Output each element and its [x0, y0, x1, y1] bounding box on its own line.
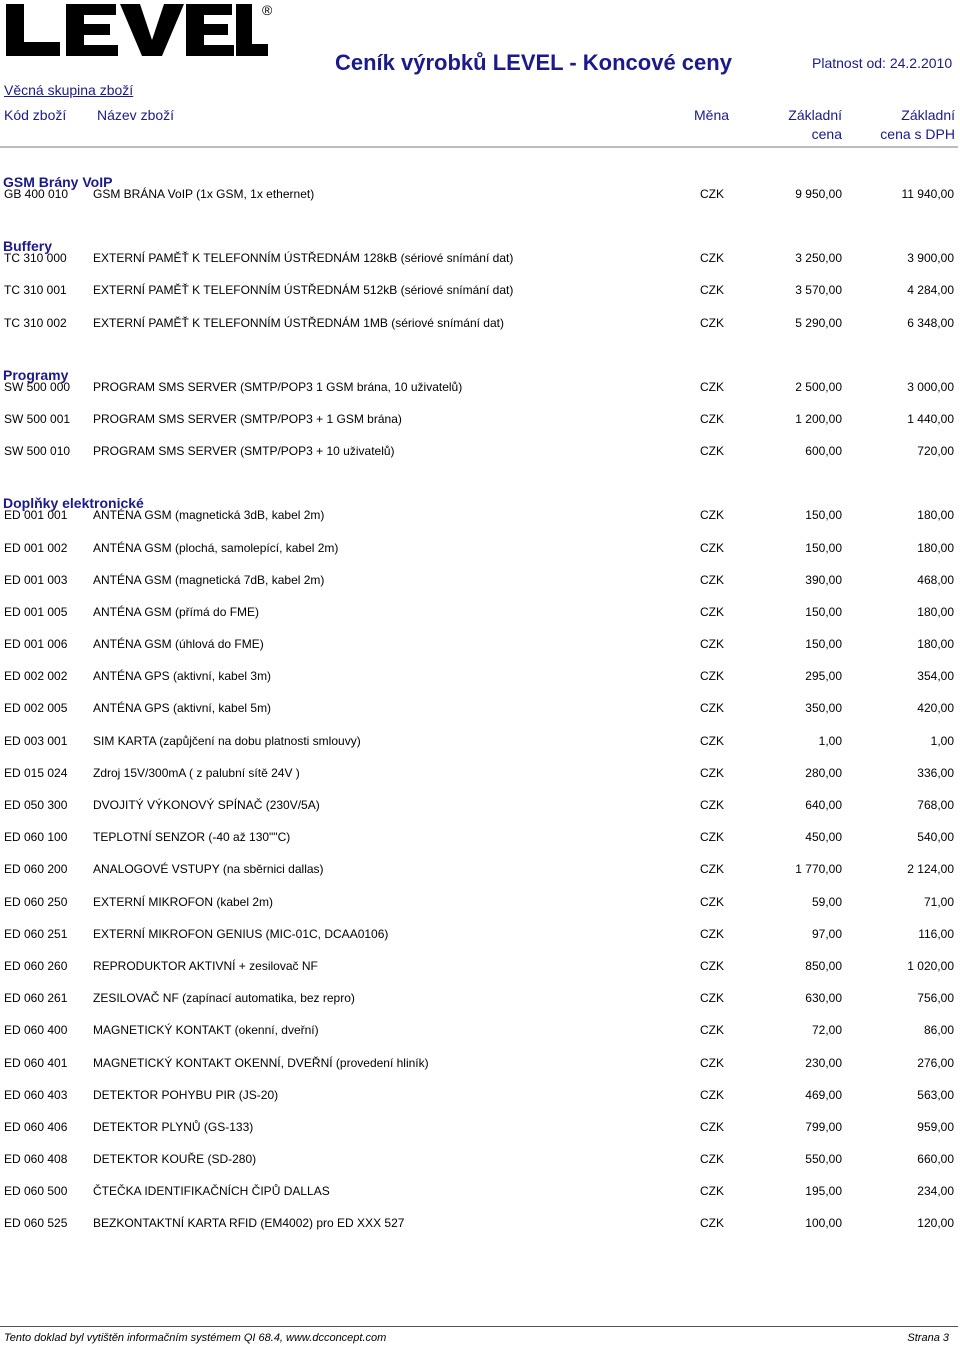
item-base-price: 550,00	[805, 1152, 842, 1167]
item-currency: CZK	[700, 315, 724, 330]
item-code: ED 060 525	[4, 1216, 68, 1231]
table-row	[0, 952, 960, 984]
item-currency: CZK	[700, 637, 724, 652]
category-header	[0, 212, 960, 255]
item-name: DETEKTOR KOUŘE (SD-280)	[93, 1152, 257, 1167]
item-code: ED 060 250	[4, 894, 68, 909]
column-header-base-price-line1: Základní	[788, 107, 842, 123]
item-base-price: 600,00	[805, 444, 842, 459]
category-section	[0, 469, 960, 1241]
item-currency: CZK	[700, 283, 724, 298]
column-header-price-vat-line1: Základní	[901, 107, 955, 123]
item-code: ED 060 500	[4, 1184, 68, 1199]
item-name: TEPLOTNÍ SENZOR (-40 až 130""C)	[93, 830, 291, 845]
item-base-price: 3 250,00	[795, 251, 842, 266]
item-base-price: 640,00	[805, 798, 842, 812]
item-base-price: 799,00	[805, 1119, 842, 1134]
item-price-vat: 180,00	[917, 637, 954, 652]
item-base-price: 280,00	[805, 765, 842, 780]
item-base-price: 350,00	[805, 701, 842, 716]
item-price-vat: 86,00	[923, 1023, 954, 1038]
item-name: PROGRAM SMS SERVER (SMTP/POP3 + 10 uživatelů)	[93, 444, 395, 459]
item-name: SIM KARTA (zapůjčení na dobu platnosti smlouvy)	[93, 733, 361, 748]
document-title: Ceník výrobků LEVEL - Koncové ceny	[335, 50, 732, 75]
item-currency: CZK	[700, 1087, 724, 1102]
validity-date: Platnost od: 24.2.2010	[812, 55, 953, 71]
item-base-price: 59,00	[811, 894, 842, 909]
item-code: ED 060 200	[4, 862, 68, 877]
item-base-price: 850,00	[805, 958, 842, 973]
item-code: ED 001 006	[4, 637, 68, 652]
item-base-price: 72,00	[811, 1023, 842, 1038]
item-base-price: 469,00	[805, 1087, 842, 1102]
item-price-vat: 3 000,00	[907, 379, 954, 394]
item-base-price: 390,00	[805, 572, 842, 587]
group-heading: Věcná skupina zboží	[4, 82, 134, 98]
item-price-vat: 354,00	[917, 669, 954, 684]
item-code: ED 001 005	[4, 604, 68, 619]
column-header-code: Kód zboží	[4, 107, 67, 123]
item-currency: CZK	[700, 604, 724, 619]
table-row	[0, 1016, 960, 1048]
item-code: ED 060 400	[4, 1023, 68, 1038]
table-row	[0, 1081, 960, 1113]
item-currency: CZK	[700, 379, 724, 394]
table-row	[0, 309, 960, 341]
item-code: ED 060 100	[4, 830, 68, 845]
page-header	[0, 0, 960, 148]
item-base-price: 150,00	[805, 508, 842, 523]
column-header-base-price	[780, 106, 842, 144]
category-header	[0, 341, 960, 383]
item-code: ED 060 401	[4, 1055, 68, 1070]
category-header	[0, 148, 960, 190]
item-name: EXTERNÍ PAMĚŤ K TELEFONNÍM ÚSTŘEDNÁM 1MB (sériové snímání dat)	[93, 315, 504, 330]
footer-note: Tento doklad byl vytištěn informačním systémem QI 68.4, www.dcconcept.com	[4, 1332, 387, 1344]
item-code: ED 002 005	[4, 701, 68, 716]
item-currency: CZK	[700, 669, 724, 684]
item-code: ED 060 251	[4, 926, 68, 941]
item-code: ED 001 002	[4, 540, 68, 555]
item-currency: CZK	[700, 444, 724, 459]
item-code: ED 060 408	[4, 1152, 68, 1167]
table-row	[0, 888, 960, 920]
item-currency: CZK	[700, 798, 724, 812]
item-name: DVOJITÝ VÝKONOVÝ SPÍNAČ (230V/5A)	[93, 798, 320, 812]
item-currency: CZK	[700, 411, 724, 426]
item-name: EXTERNÍ MIKROFON GENIUS (MIC-01C, DCAA0106)	[93, 926, 389, 941]
item-currency: CZK	[700, 1119, 724, 1134]
item-base-price: 195,00	[805, 1184, 842, 1199]
category-section	[0, 148, 960, 212]
item-name: PROGRAM SMS SERVER (SMTP/POP3 + 1 GSM brána)	[93, 411, 402, 426]
item-price-vat: 756,00	[917, 991, 954, 1006]
column-header-price-vat	[840, 106, 955, 144]
category-title: Buffery	[3, 238, 53, 255]
category-title: GSM Brány VoIP	[3, 174, 113, 190]
item-price-vat: 1,00	[930, 733, 954, 748]
item-price-vat: 4 284,00	[907, 283, 954, 298]
item-name: PROGRAM SMS SERVER (SMTP/POP3 1 GSM brána, 10 uživatelů)	[93, 379, 463, 394]
item-name: DETEKTOR PLYNŮ (GS-133)	[93, 1119, 254, 1134]
item-base-price: 9 950,00	[795, 187, 842, 201]
item-name: EXTERNÍ MIKROFON (kabel 2m)	[93, 894, 274, 909]
item-name: ANTÉNA GPS (aktivní, kabel 5m)	[93, 701, 272, 716]
level-logo-mark	[6, 4, 268, 56]
category-section	[0, 212, 960, 341]
table-row	[0, 405, 960, 437]
table-row	[0, 1145, 960, 1177]
table-row	[0, 598, 960, 630]
item-name: MAGNETICKÝ KONTAKT OKENNÍ, DVEŘNÍ (provedení hliník)	[93, 1055, 429, 1070]
item-price-vat: 180,00	[917, 604, 954, 619]
table-row	[0, 727, 960, 759]
item-currency: CZK	[700, 572, 724, 587]
table-row	[0, 984, 960, 1016]
item-code: TC 310 001	[4, 283, 67, 298]
item-currency: CZK	[700, 540, 724, 555]
item-currency: CZK	[700, 1216, 724, 1231]
footer-divider	[0, 1326, 958, 1327]
item-name: ANTÉNA GSM (magnetická 3dB, kabel 2m)	[93, 508, 325, 523]
item-name: ZESILOVAČ NF (zapínací automatika, bez repro)	[93, 991, 355, 1006]
column-header-currency: Měna	[694, 107, 730, 123]
item-base-price: 3 570,00	[795, 283, 842, 298]
table-row	[0, 759, 960, 791]
item-currency: CZK	[700, 701, 724, 716]
item-name: ANTÉNA GSM (úhlová do FME)	[93, 637, 264, 652]
table-row	[0, 276, 960, 308]
item-price-vat: 660,00	[917, 1152, 954, 1167]
table-row	[0, 662, 960, 694]
table-row	[0, 437, 960, 469]
item-code: SW 500 010	[4, 444, 71, 459]
table-row	[0, 1049, 960, 1081]
item-base-price: 1 770,00	[795, 862, 842, 877]
item-name: DETEKTOR POHYBU PIR (JS-20)	[93, 1087, 279, 1102]
item-code: TC 310 002	[4, 315, 67, 330]
price-list	[0, 148, 960, 1242]
column-header-name: Název zboží	[97, 107, 175, 123]
item-name: ČTEČKA IDENTIFIKAČNÍCH ČIPŮ DALLAS	[93, 1184, 330, 1199]
item-currency: CZK	[700, 958, 724, 973]
item-price-vat: 336,00	[917, 765, 954, 780]
item-price-vat: 468,00	[917, 572, 954, 587]
item-price-vat: 2 124,00	[907, 862, 954, 877]
item-currency: CZK	[700, 991, 724, 1006]
item-code: ED 002 002	[4, 669, 68, 684]
table-row	[0, 373, 960, 405]
item-base-price: 1 200,00	[795, 411, 842, 426]
item-price-vat: 180,00	[917, 540, 954, 555]
item-code: TC 310 000	[4, 251, 67, 266]
item-code: GB 400 010	[4, 187, 69, 201]
category-title: Programy	[3, 366, 69, 383]
item-price-vat: 11 940,00	[901, 187, 954, 201]
item-currency: CZK	[700, 926, 724, 941]
table-row	[0, 791, 960, 823]
table-row	[0, 855, 960, 887]
item-base-price: 630,00	[805, 991, 842, 1006]
item-code: ED 060 260	[4, 958, 68, 973]
item-code: ED 001 001	[4, 508, 68, 523]
table-row	[0, 630, 960, 662]
item-currency: CZK	[700, 251, 724, 266]
table-row	[0, 501, 960, 533]
table-row	[0, 1113, 960, 1145]
item-price-vat: 563,00	[917, 1087, 954, 1102]
item-code: ED 001 003	[4, 572, 68, 587]
item-price-vat: 234,00	[917, 1184, 954, 1199]
item-currency: CZK	[700, 1152, 724, 1167]
item-currency: CZK	[700, 733, 724, 748]
category-title: Doplňky elektronické	[3, 495, 144, 512]
item-name: BEZKONTAKTNÍ KARTA RFID (EM4002) pro ED XXX 527	[93, 1216, 405, 1231]
table-row	[0, 534, 960, 566]
table-row	[0, 1177, 960, 1209]
item-base-price: 5 290,00	[795, 315, 842, 330]
item-name: MAGNETICKÝ KONTAKT (okenní, dveřní)	[93, 1023, 319, 1038]
item-name: ANTÉNA GSM (přímá do FME)	[93, 604, 260, 619]
item-name: ANALOGOVÉ VSTUPY (na sběrnici dallas)	[93, 862, 324, 877]
page-number: Strana 3	[907, 1332, 949, 1344]
item-base-price: 150,00	[805, 637, 842, 652]
item-code: ED 060 406	[4, 1119, 68, 1134]
item-code: SW 500 001	[4, 411, 71, 426]
registered-mark: ®	[262, 2, 273, 18]
item-base-price: 150,00	[805, 540, 842, 555]
table-row	[0, 1209, 960, 1241]
item-price-vat: 116,00	[918, 926, 954, 941]
table-row	[0, 180, 960, 212]
item-price-vat: 540,00	[917, 830, 954, 845]
item-name: EXTERNÍ PAMĚŤ K TELEFONNÍM ÚSTŘEDNÁM 128kB (sériové snímání dat)	[93, 251, 514, 266]
item-price-vat: 71,00	[923, 894, 954, 909]
item-price-vat: 120,00	[917, 1216, 954, 1231]
item-name: EXTERNÍ PAMĚŤ K TELEFONNÍM ÚSTŘEDNÁM 512kB (sériové snímání dat)	[93, 283, 514, 298]
item-currency: CZK	[700, 765, 724, 780]
item-base-price: 150,00	[805, 604, 842, 619]
category-section	[0, 341, 960, 470]
item-currency: CZK	[700, 508, 724, 523]
item-currency: CZK	[700, 894, 724, 909]
item-code: ED 060 403	[4, 1087, 68, 1102]
item-code: ED 050 300	[4, 798, 68, 812]
item-name: REPRODUKTOR AKTIVNÍ + zesilovač NF	[93, 958, 318, 973]
column-header-price-vat-line2: cena s DPH	[880, 126, 955, 142]
item-name: ANTÉNA GPS (aktivní, kabel 3m)	[93, 669, 272, 684]
item-price-vat: 420,00	[917, 701, 954, 716]
level-logo	[6, 4, 274, 56]
item-price-vat: 1 020,00	[907, 958, 954, 973]
item-price-vat: 3 900,00	[907, 251, 954, 266]
item-code: ED 015 024	[4, 765, 68, 780]
item-price-vat: 6 348,00	[907, 315, 954, 330]
item-name: ANTÉNA GSM (plochá, samolepící, kabel 2m)	[93, 540, 339, 555]
table-row	[0, 920, 960, 952]
item-base-price: 295,00	[805, 669, 842, 684]
item-base-price: 97,00	[811, 926, 842, 941]
item-name: Zdroj 15V/300mA ( z palubní sítě 24V )	[93, 765, 300, 780]
item-currency: CZK	[700, 862, 724, 877]
item-code: ED 060 261	[4, 991, 68, 1006]
table-row	[0, 823, 960, 855]
item-base-price: 230,00	[805, 1055, 842, 1070]
column-header-base-price-line2: cena	[811, 126, 842, 142]
item-price-vat: 959,00	[917, 1119, 954, 1134]
item-base-price: 1,00	[818, 733, 842, 748]
item-code: SW 500 000	[4, 379, 71, 394]
item-price-vat: 768,00	[917, 798, 954, 812]
item-base-price: 100,00	[805, 1216, 842, 1231]
item-name: ANTÉNA GSM (magnetická 7dB, kabel 2m)	[93, 572, 325, 587]
category-header	[0, 469, 960, 512]
item-code: ED 003 001	[4, 733, 68, 748]
item-price-vat: 720,00	[917, 444, 954, 459]
item-price-vat: 180,00	[917, 508, 954, 523]
table-row	[0, 694, 960, 726]
item-base-price: 2 500,00	[795, 379, 842, 394]
item-currency: CZK	[700, 830, 724, 845]
item-currency: CZK	[700, 1055, 724, 1070]
item-price-vat: 276,00	[917, 1055, 954, 1070]
item-currency: CZK	[700, 187, 724, 201]
item-base-price: 450,00	[805, 830, 842, 845]
table-row	[0, 244, 960, 276]
item-currency: CZK	[700, 1023, 724, 1038]
item-price-vat: 1 440,00	[907, 411, 954, 426]
item-name: GSM BRÁNA VoIP (1x GSM, 1x ethernet)	[93, 187, 315, 201]
item-currency: CZK	[700, 1184, 724, 1199]
table-row	[0, 566, 960, 598]
